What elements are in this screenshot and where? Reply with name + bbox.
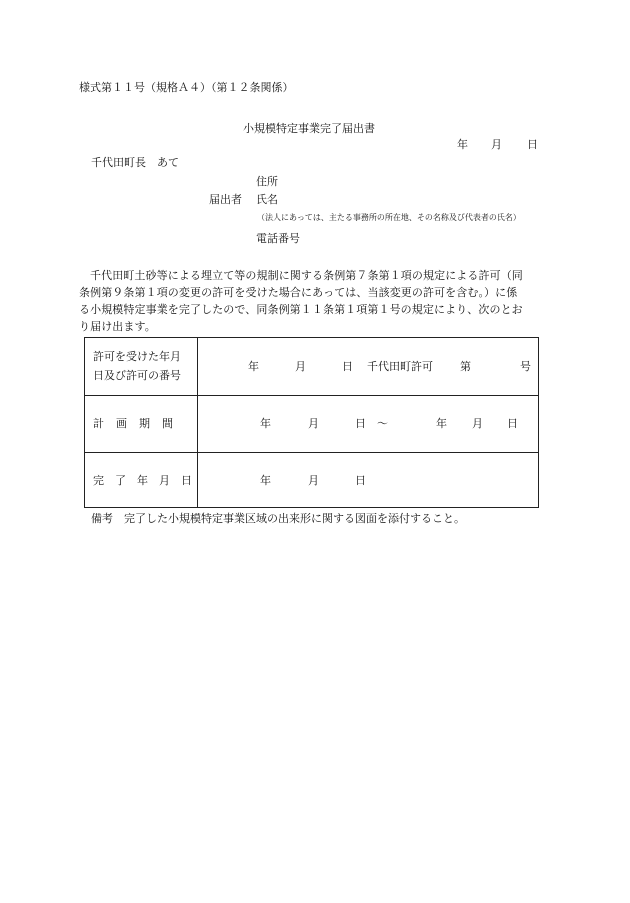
details-table: [84, 337, 539, 508]
form-number: 様式第１１号（規格Ａ４）（第１２条関係）: [79, 81, 294, 94]
body-line: り届け出ます。: [79, 320, 156, 333]
plan-period-label: 計 画 期 間: [93, 417, 174, 430]
permit-number-prefix: 第: [460, 360, 471, 373]
table-row-divider: [85, 452, 538, 453]
plan-start-month: 月: [308, 417, 319, 430]
plan-end-day: 日: [507, 417, 518, 430]
permit-label-line1: 許可を受けた年月: [93, 350, 181, 363]
plan-end-year: 年: [436, 417, 447, 430]
notification-body: [79, 267, 545, 335]
phone-label: 電話番号: [256, 232, 300, 245]
table-column-divider: [197, 338, 198, 507]
plan-start-day: 日: [355, 417, 366, 430]
permit-prefix: 千代田町許可: [367, 360, 433, 373]
completion-date-label: 完 了 年 月 日: [93, 474, 192, 487]
plan-separator: ～: [377, 417, 388, 430]
body-line: 条例第９条第１項の変更の許可を受けた場合にあっては、当該変更の許可を含む。）に係: [79, 286, 518, 299]
body-line: 千代田町土砂等による埋立て等の規制に関する条例第７条第１項の規定による許可（同: [90, 269, 523, 282]
name-label: 氏名: [256, 193, 278, 206]
corporation-note: （法人にあっては、主たる事務所の所在地、その名称及び代表者の氏名）: [257, 213, 521, 222]
date-month-label: 月: [491, 138, 502, 151]
permit-day: 日: [342, 360, 353, 373]
permit-year: 年: [248, 360, 259, 373]
applicant-label: 届出者: [209, 193, 242, 206]
permit-label-line2: 日及び許可の番号: [93, 369, 181, 382]
addressee: 千代田町長 あて: [91, 156, 179, 169]
completion-year: 年: [260, 474, 271, 487]
table-row-divider: [85, 395, 538, 396]
address-label: 住所: [256, 175, 278, 188]
date-day-label: 日: [527, 138, 538, 151]
plan-end-month: 月: [472, 417, 483, 430]
date-year-label: 年: [457, 138, 468, 151]
body-line: る小規模特定事業を完了したので、同条例第１１条第１項第１号の規定により、次のとお: [79, 303, 523, 316]
completion-month: 月: [308, 474, 319, 487]
permit-month: 月: [295, 360, 306, 373]
document-title: 小規模特定事業完了届出書: [243, 122, 375, 135]
plan-start-year: 年: [260, 417, 271, 430]
permit-number-suffix: 号: [520, 360, 531, 373]
completion-day: 日: [355, 474, 366, 487]
remarks: 備考 完了した小規模特定事業区域の出来形に関する図面を添付すること。: [91, 512, 465, 525]
